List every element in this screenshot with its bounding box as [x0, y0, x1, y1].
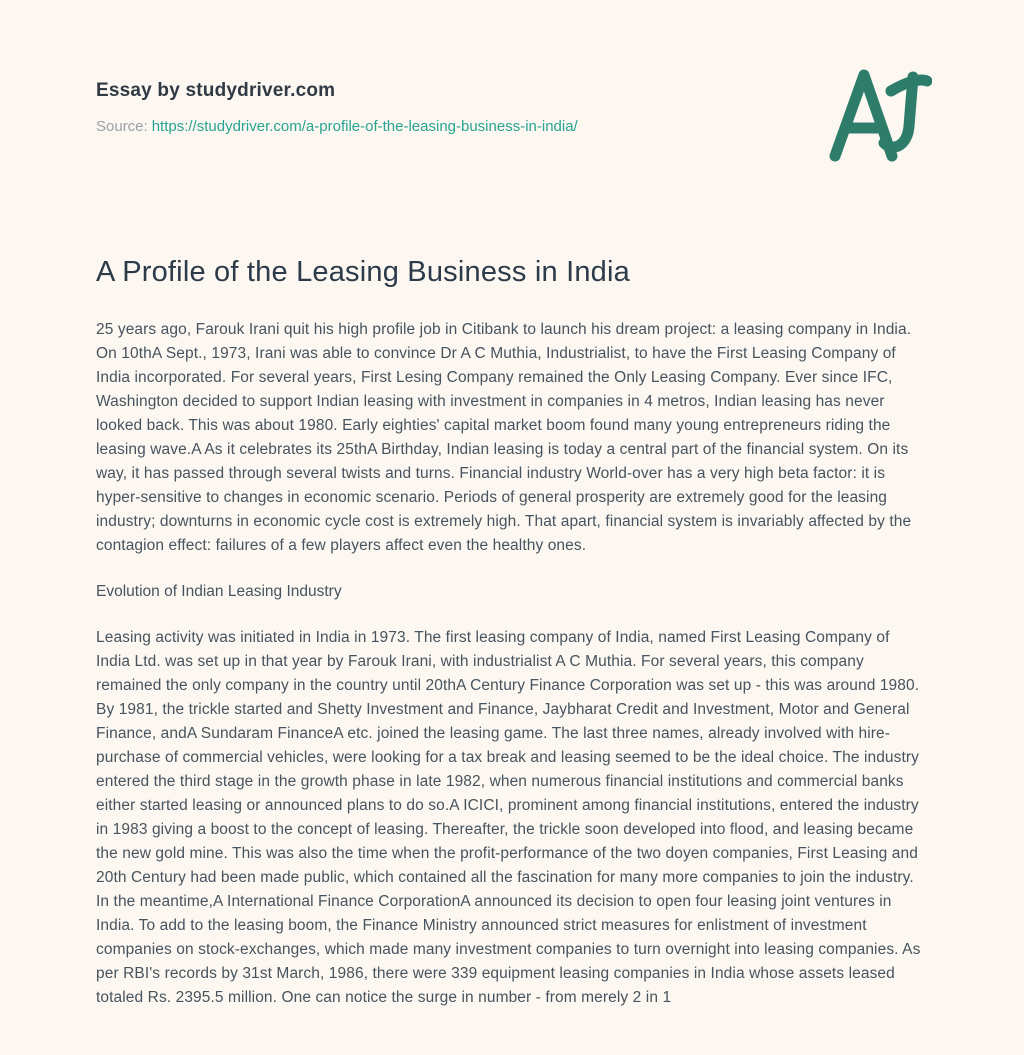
source-line [96, 118, 928, 136]
logo-svg [828, 68, 932, 162]
source-link[interactable]: https://studydriver.com/a-profile-of-the-leasing-business-in-india/ [151, 118, 578, 135]
section-heading-evolution: Evolution of Indian Leasing Industry [96, 583, 342, 600]
page-title: A Profile of the Leasing Business in India [96, 256, 630, 288]
article-paragraph-1: 25 years ago, Farouk Irani quit his high profile job in Citibank to launch his dream project: a leasing company in India. On 10thA Sept., 1973, Irani was able to convince Dr A C Muthia, Industrialist, to have the First Leasing Company of India incorporated. For several years, First Lesing Company remained the Only Leasing Company. Ever since IFC, Washington decided to support Indian leasing with investment in companies in 4 metros, Indian leasing has never looked back. This was about 1980. Early eighties' capital market boom found many young entrepreneurs riding the leasing wave.A As it celebrates its 25thA Birthday, Indian leasing is today a central part of the financial system. On its way, it has passed through several twists and turns. Financial industry World-over has a very high beta factor: it is hyper-sensitive to changes in economic scenario. Periods of general prosperity are extremely good for the leasing industry; downturns in economic cycle cost is extremely high. That apart, financial system is invariably affected by the contagion effect: failures of a few players affect even the healthy ones. [96, 321, 912, 554]
source-label: Source: [96, 118, 148, 135]
article-paragraph-2: Leasing activity was initiated in India in 1973. The first leasing company of India, named First Leasing Company of India Ltd. was set up in that year by Farouk Irani, with industrialist A C Muthia. For several years, this company remained the only company in the country until 20thA Century Finance Corporation was set up - this was around 1980. By 1981, the trickle started and Shetty Investment and Finance, Jaybharat Credit and Investment, Motor and General Finance, andA Sundaram FinanceA etc. joined the leasing game. The last three names, already involved with hire-purchase of commercial vehicles, were looking for a tax break and leasing seemed to be the ideal choice. The industry entered the third stage in the growth phase in late 1982, when numerous financial institutions and commercial banks either started leasing or announced plans to do so.A ICICI, prominent among financial institutions, entered the industry in 1983 giving a boost to the concept of leasing. Thereafter, the trickle soon developed into flood, and leasing became the new gold mine. This was also the time when the profit-performance of the two doyen companies, First Leasing and 20th Century had been made public, which contained all the fascination for many more companies to join the industry. In the meantime,A International Finance CorporationA announced its decision to open four leasing joint ventures in India. To add to the leasing boom, the Finance Ministry announced strict measures for enlistment of investment companies on stock-exchanges, which made many investment companies to turn overnight into leasing companies. As per RBI's records by 31st March, 1986, there were 339 equipment leasing companies in India whose assets leased totaled Rs. 2395.5 million. One can notice the surge in number - from merely 2 in 1 [96, 629, 921, 1006]
studydriver-a-plus-logo-icon [828, 68, 932, 162]
essay-byline: Essay by studydriver.com [96, 80, 336, 101]
